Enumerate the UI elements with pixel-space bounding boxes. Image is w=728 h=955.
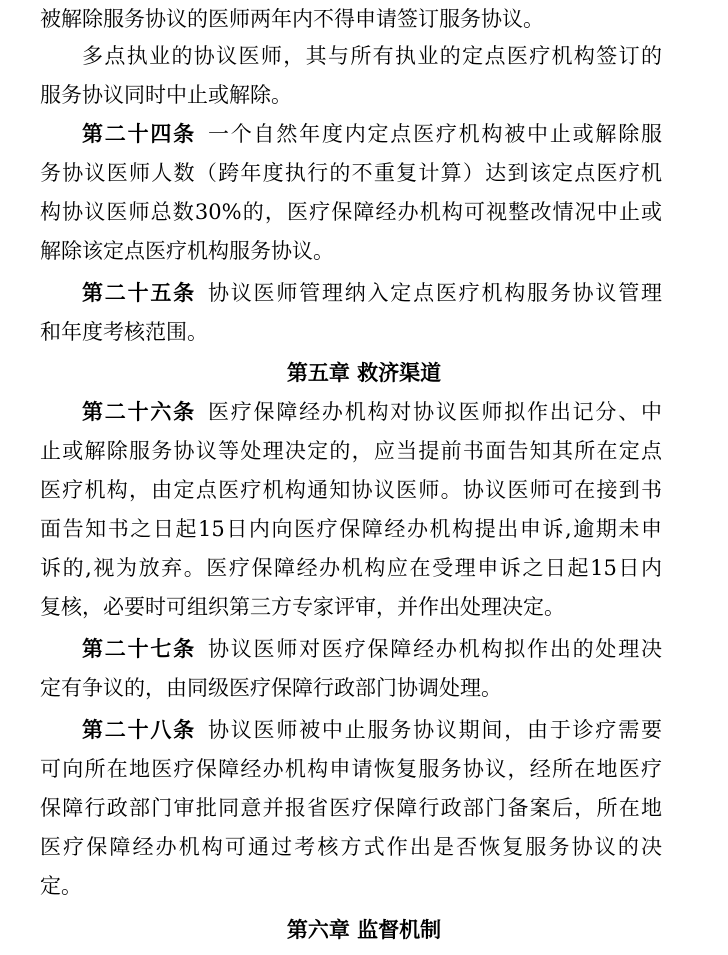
article-24-line-4 [40, 232, 662, 270]
article-26-line-6 [40, 588, 662, 626]
article-28-line-2 [40, 750, 662, 788]
line-text: 协议医师被中止服务协议期间，由于诊疗需要 [207, 718, 663, 742]
line-text: 构协议医师总数30%的，医疗保障经办机构可视整改情况中止或 [40, 200, 662, 224]
article-number: 第二十六条 [82, 399, 196, 424]
article-28-line-5 [40, 867, 662, 905]
line-text: 被解除服务协议的医师两年内不得申请签订服务协议。 [40, 7, 544, 31]
article-26-line-1 [82, 393, 662, 431]
line-text: 面告知书之日起15日内向医疗保障经办机构提出申诉,逾期未申 [40, 517, 662, 541]
article-28-line-1 [82, 711, 662, 749]
line-text: 医疗保障经办机构对协议医师拟作出记分、中 [207, 400, 663, 424]
article-28-line-4 [40, 828, 662, 866]
line-text: 协议医师管理纳入定点医疗机构服务协议管理 [207, 281, 663, 305]
article-26-line-5 [40, 549, 662, 587]
line-text: 多点执业的协议医师，其与所有执业的定点医疗机构签订的 [82, 44, 662, 68]
article-number: 第二十四条 [82, 121, 196, 146]
article-number: 第二十七条 [82, 636, 196, 661]
chapter-heading-5: 第五章 救济渠道 [286, 361, 442, 385]
line-text: 定有争议的，由同级医疗保障行政部门协调处理。 [40, 676, 502, 700]
line-text: 解除该定点医疗机构服务协议。 [40, 239, 334, 263]
article-24-line-1 [82, 115, 662, 153]
line-text: 医疗机构，由定点医疗机构通知协议医师。协议医师可在接到书 [40, 478, 662, 502]
text-line-1 [40, 0, 662, 38]
line-text: 务协议医师人数（跨年度执行的不重复计算）达到该定点医疗机 [40, 161, 662, 185]
article-27-line-2 [40, 669, 662, 707]
article-26-line-3 [40, 471, 662, 509]
article-number: 第二十八条 [82, 717, 196, 742]
text-line-2 [82, 37, 662, 75]
article-28-line-3 [40, 789, 662, 827]
line-text: 服务协议同时中止或解除。 [40, 83, 292, 107]
line-text: 一个自然年度内定点医疗机构被中止或解除服 [207, 122, 663, 146]
article-24-line-2 [40, 154, 662, 192]
line-text: 保障行政部门审批同意并报省医疗保障行政部门备案后，所在地 [40, 796, 662, 820]
article-24-line-3 [40, 193, 662, 231]
line-text: 可向所在地医疗保障经办机构申请恢复服务协议，经所在地医疗 [40, 757, 662, 781]
article-25-line-2 [40, 313, 662, 351]
line-text: 和年度考核范围。 [40, 320, 208, 344]
article-25-line-1 [82, 274, 662, 312]
line-text: 诉的,视为放弃。医疗保障经办机构应在受理申诉之日起15日内 [40, 556, 662, 580]
line-text: 协议医师对医疗保障经办机构拟作出的处理决 [207, 637, 663, 661]
line-text: 定。 [40, 874, 82, 898]
article-26-line-4 [40, 510, 662, 548]
text-line-3 [40, 76, 662, 114]
line-text: 止或解除服务协议等处理决定的，应当提前书面告知其所在定点 [40, 439, 662, 463]
article-26-line-2 [40, 432, 662, 470]
article-number: 第二十五条 [82, 280, 196, 305]
article-27-line-1 [82, 630, 662, 668]
line-text: 复核，必要时可组织第三方专家评审，并作出处理决定。 [40, 595, 565, 619]
line-text: 医疗保障经办机构可通过考核方式作出是否恢复服务协议的决 [40, 835, 662, 859]
chapter-heading-6: 第六章 监督机制 [286, 918, 442, 942]
